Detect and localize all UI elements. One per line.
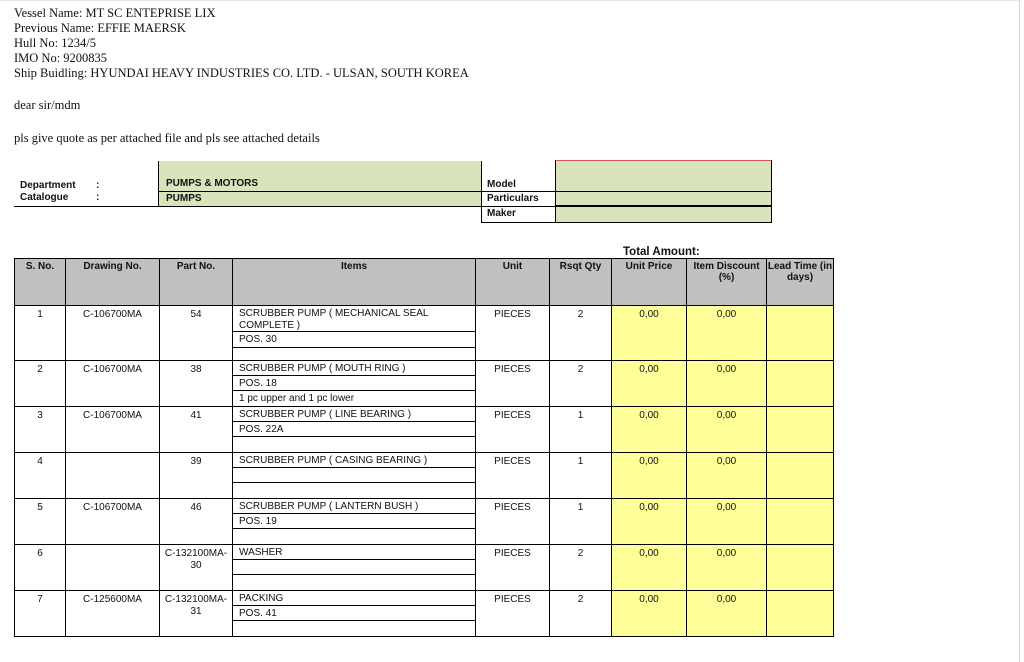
- cell-items: [233, 407, 476, 453]
- cell-item-discount[interactable]: 0,00: [687, 545, 767, 591]
- cell-qty: 1: [550, 453, 612, 499]
- cell-part-no: 38: [160, 361, 233, 407]
- cell-items: [233, 361, 476, 407]
- cell-drawing-no: C-106700MA: [66, 306, 160, 361]
- col-unit-price: Unit Price: [612, 259, 687, 306]
- cell-unit-price[interactable]: 0,00: [612, 499, 687, 545]
- cell-unit-price[interactable]: 0,00: [612, 591, 687, 637]
- item-pos: [233, 468, 475, 483]
- cell-drawing-no: C-106700MA: [66, 361, 160, 407]
- col-s-no: S. No.: [15, 259, 66, 306]
- cell-unit-price[interactable]: 0,00: [612, 453, 687, 499]
- cell-drawing-no: C-106700MA: [66, 407, 160, 453]
- item-description: SCRUBBER PUMP ( LINE BEARING ): [233, 407, 475, 422]
- cell-s-no: 6: [15, 545, 66, 591]
- cell-drawing-no: [66, 453, 160, 499]
- cell-unit: PIECES: [476, 306, 550, 361]
- cell-unit-price[interactable]: 0,00: [612, 407, 687, 453]
- catalogue-value: PUMPS: [166, 193, 202, 204]
- item-pos: POS. 18: [233, 376, 475, 391]
- table-row: [15, 499, 834, 545]
- cell-unit: PIECES: [476, 407, 550, 453]
- total-amount-label: Total Amount:: [623, 246, 700, 258]
- vessel-name: Vessel Name: MT SC ENTEPRISE LIX: [14, 6, 216, 20]
- cell-s-no: 3: [15, 407, 66, 453]
- cell-unit: PIECES: [476, 545, 550, 591]
- ship-building: Ship Buidling: HYUNDAI HEAVY INDUSTRIES CO. LTD. - ULSAN, SOUTH KOREA: [14, 66, 469, 80]
- cell-unit: PIECES: [476, 591, 550, 637]
- cell-qty: 1: [550, 499, 612, 545]
- item-extra: 1 pc upper and 1 pc lower: [239, 393, 355, 404]
- model-value-box: [555, 160, 772, 191]
- item-pos: POS. 22A: [233, 422, 475, 437]
- cell-s-no: 1: [15, 306, 66, 361]
- col-unit: Unit: [476, 259, 550, 306]
- item-extra: [233, 621, 475, 635]
- table-row: [15, 306, 834, 361]
- item-extra: [233, 437, 475, 451]
- cell-items: [233, 499, 476, 545]
- cell-items: [233, 591, 476, 637]
- item-extra: [233, 483, 475, 497]
- table-row: [15, 545, 834, 591]
- catalogue-colon: :: [96, 192, 100, 203]
- vessel-header: [14, 6, 469, 81]
- col-part-no: Part No.: [160, 259, 233, 306]
- table-row: [15, 591, 834, 637]
- col-items: Items: [233, 259, 476, 306]
- cell-qty: 2: [550, 545, 612, 591]
- cell-unit-price[interactable]: 0,00: [612, 361, 687, 407]
- department-label: Department: [20, 180, 76, 191]
- cell-qty: 2: [550, 361, 612, 407]
- cell-qty: 2: [550, 306, 612, 361]
- catalogue-label: Catalogue: [20, 192, 69, 203]
- cell-s-no: 4: [15, 453, 66, 499]
- page-top-border: [0, 0, 1020, 1]
- item-description: SCRUBBER PUMP ( CASING BEARING ): [233, 453, 475, 468]
- cell-items: [233, 453, 476, 499]
- cell-unit: PIECES: [476, 499, 550, 545]
- cell-part-no: 46: [160, 499, 233, 545]
- col-rsqt-qty: Rsqt Qty: [550, 259, 612, 306]
- cell-qty: 2: [550, 591, 612, 637]
- maker-value-box: [555, 206, 772, 223]
- cell-lead-time[interactable]: [767, 407, 834, 453]
- cell-drawing-no: C-125600MA: [66, 591, 160, 637]
- items-table: [14, 258, 834, 637]
- item-pos: POS. 41: [233, 606, 475, 621]
- item-description: SCRUBBER PUMP ( MOUTH RING ): [233, 361, 475, 376]
- cell-item-discount[interactable]: 0,00: [687, 361, 767, 407]
- cell-unit: PIECES: [476, 361, 550, 407]
- hull-no: Hull No: 1234/5: [14, 36, 96, 50]
- greeting: dear sir/mdm: [14, 98, 81, 112]
- item-description: SCRUBBER PUMP ( LANTERN BUSH ): [233, 499, 475, 514]
- cell-lead-time[interactable]: [767, 306, 834, 361]
- cell-items: [233, 545, 476, 591]
- item-extra: [233, 348, 475, 360]
- item-description: SCRUBBER PUMP ( MECHANICAL SEAL COMPLETE ): [233, 306, 475, 332]
- request-note: pls give quote as per attached file and pls see attached details: [14, 131, 320, 145]
- item-pos: POS. 30: [233, 332, 475, 348]
- cell-s-no: 7: [15, 591, 66, 637]
- item-extra: [233, 575, 475, 589]
- cell-part-no: 41: [160, 407, 233, 453]
- imo-no: IMO No: 9200835: [14, 51, 108, 65]
- cell-lead-time[interactable]: [767, 591, 834, 637]
- col-item-discount: Item Discount (%): [687, 259, 767, 306]
- cell-lead-time[interactable]: [767, 545, 834, 591]
- cell-drawing-no: C-106700MA: [66, 499, 160, 545]
- table-row: [15, 361, 834, 407]
- cell-lead-time[interactable]: [767, 361, 834, 407]
- cell-item-discount[interactable]: 0,00: [687, 591, 767, 637]
- cell-lead-time[interactable]: [767, 453, 834, 499]
- cell-item-discount[interactable]: 0,00: [687, 499, 767, 545]
- cell-drawing-no: [66, 545, 160, 591]
- cell-part-no: 54: [160, 306, 233, 361]
- maker-label: Maker: [487, 208, 516, 219]
- cell-part-no: C-132100MA-31: [160, 591, 233, 637]
- table-row: [15, 453, 834, 499]
- cell-part-no: C-132100MA-30: [160, 545, 233, 591]
- cell-item-discount[interactable]: 0,00: [687, 453, 767, 499]
- item-pos: [233, 560, 475, 575]
- cell-lead-time[interactable]: [767, 499, 834, 545]
- table-header-row: [15, 259, 834, 306]
- col-lead-time: Lead Time (in days): [767, 259, 834, 306]
- cell-item-discount[interactable]: 0,00: [687, 407, 767, 453]
- cell-unit-price[interactable]: 0,00: [612, 545, 687, 591]
- particulars-value-box: [555, 191, 772, 206]
- department-value: PUMPS & MOTORS: [166, 178, 259, 189]
- cell-unit: PIECES: [476, 453, 550, 499]
- cell-part-no: 39: [160, 453, 233, 499]
- item-description: WASHER: [233, 545, 475, 560]
- previous-name: Previous Name: EFFIE MAERSK: [14, 21, 186, 35]
- cell-qty: 1: [550, 407, 612, 453]
- cell-items: [233, 306, 476, 361]
- cell-s-no: 2: [15, 361, 66, 407]
- table-row: [15, 407, 834, 453]
- item-extra: [233, 529, 475, 543]
- col-drawing-no: Drawing No.: [66, 259, 160, 306]
- particulars-label: Particulars: [487, 193, 539, 204]
- model-label: Model: [487, 179, 516, 190]
- department-colon: :: [96, 180, 100, 191]
- cell-unit-price[interactable]: 0,00: [612, 306, 687, 361]
- cell-item-discount[interactable]: 0,00: [687, 306, 767, 361]
- page-right-border: [1019, 0, 1020, 662]
- cell-s-no: 5: [15, 499, 66, 545]
- item-description: PACKING: [233, 591, 475, 606]
- item-pos: POS. 19: [233, 514, 475, 529]
